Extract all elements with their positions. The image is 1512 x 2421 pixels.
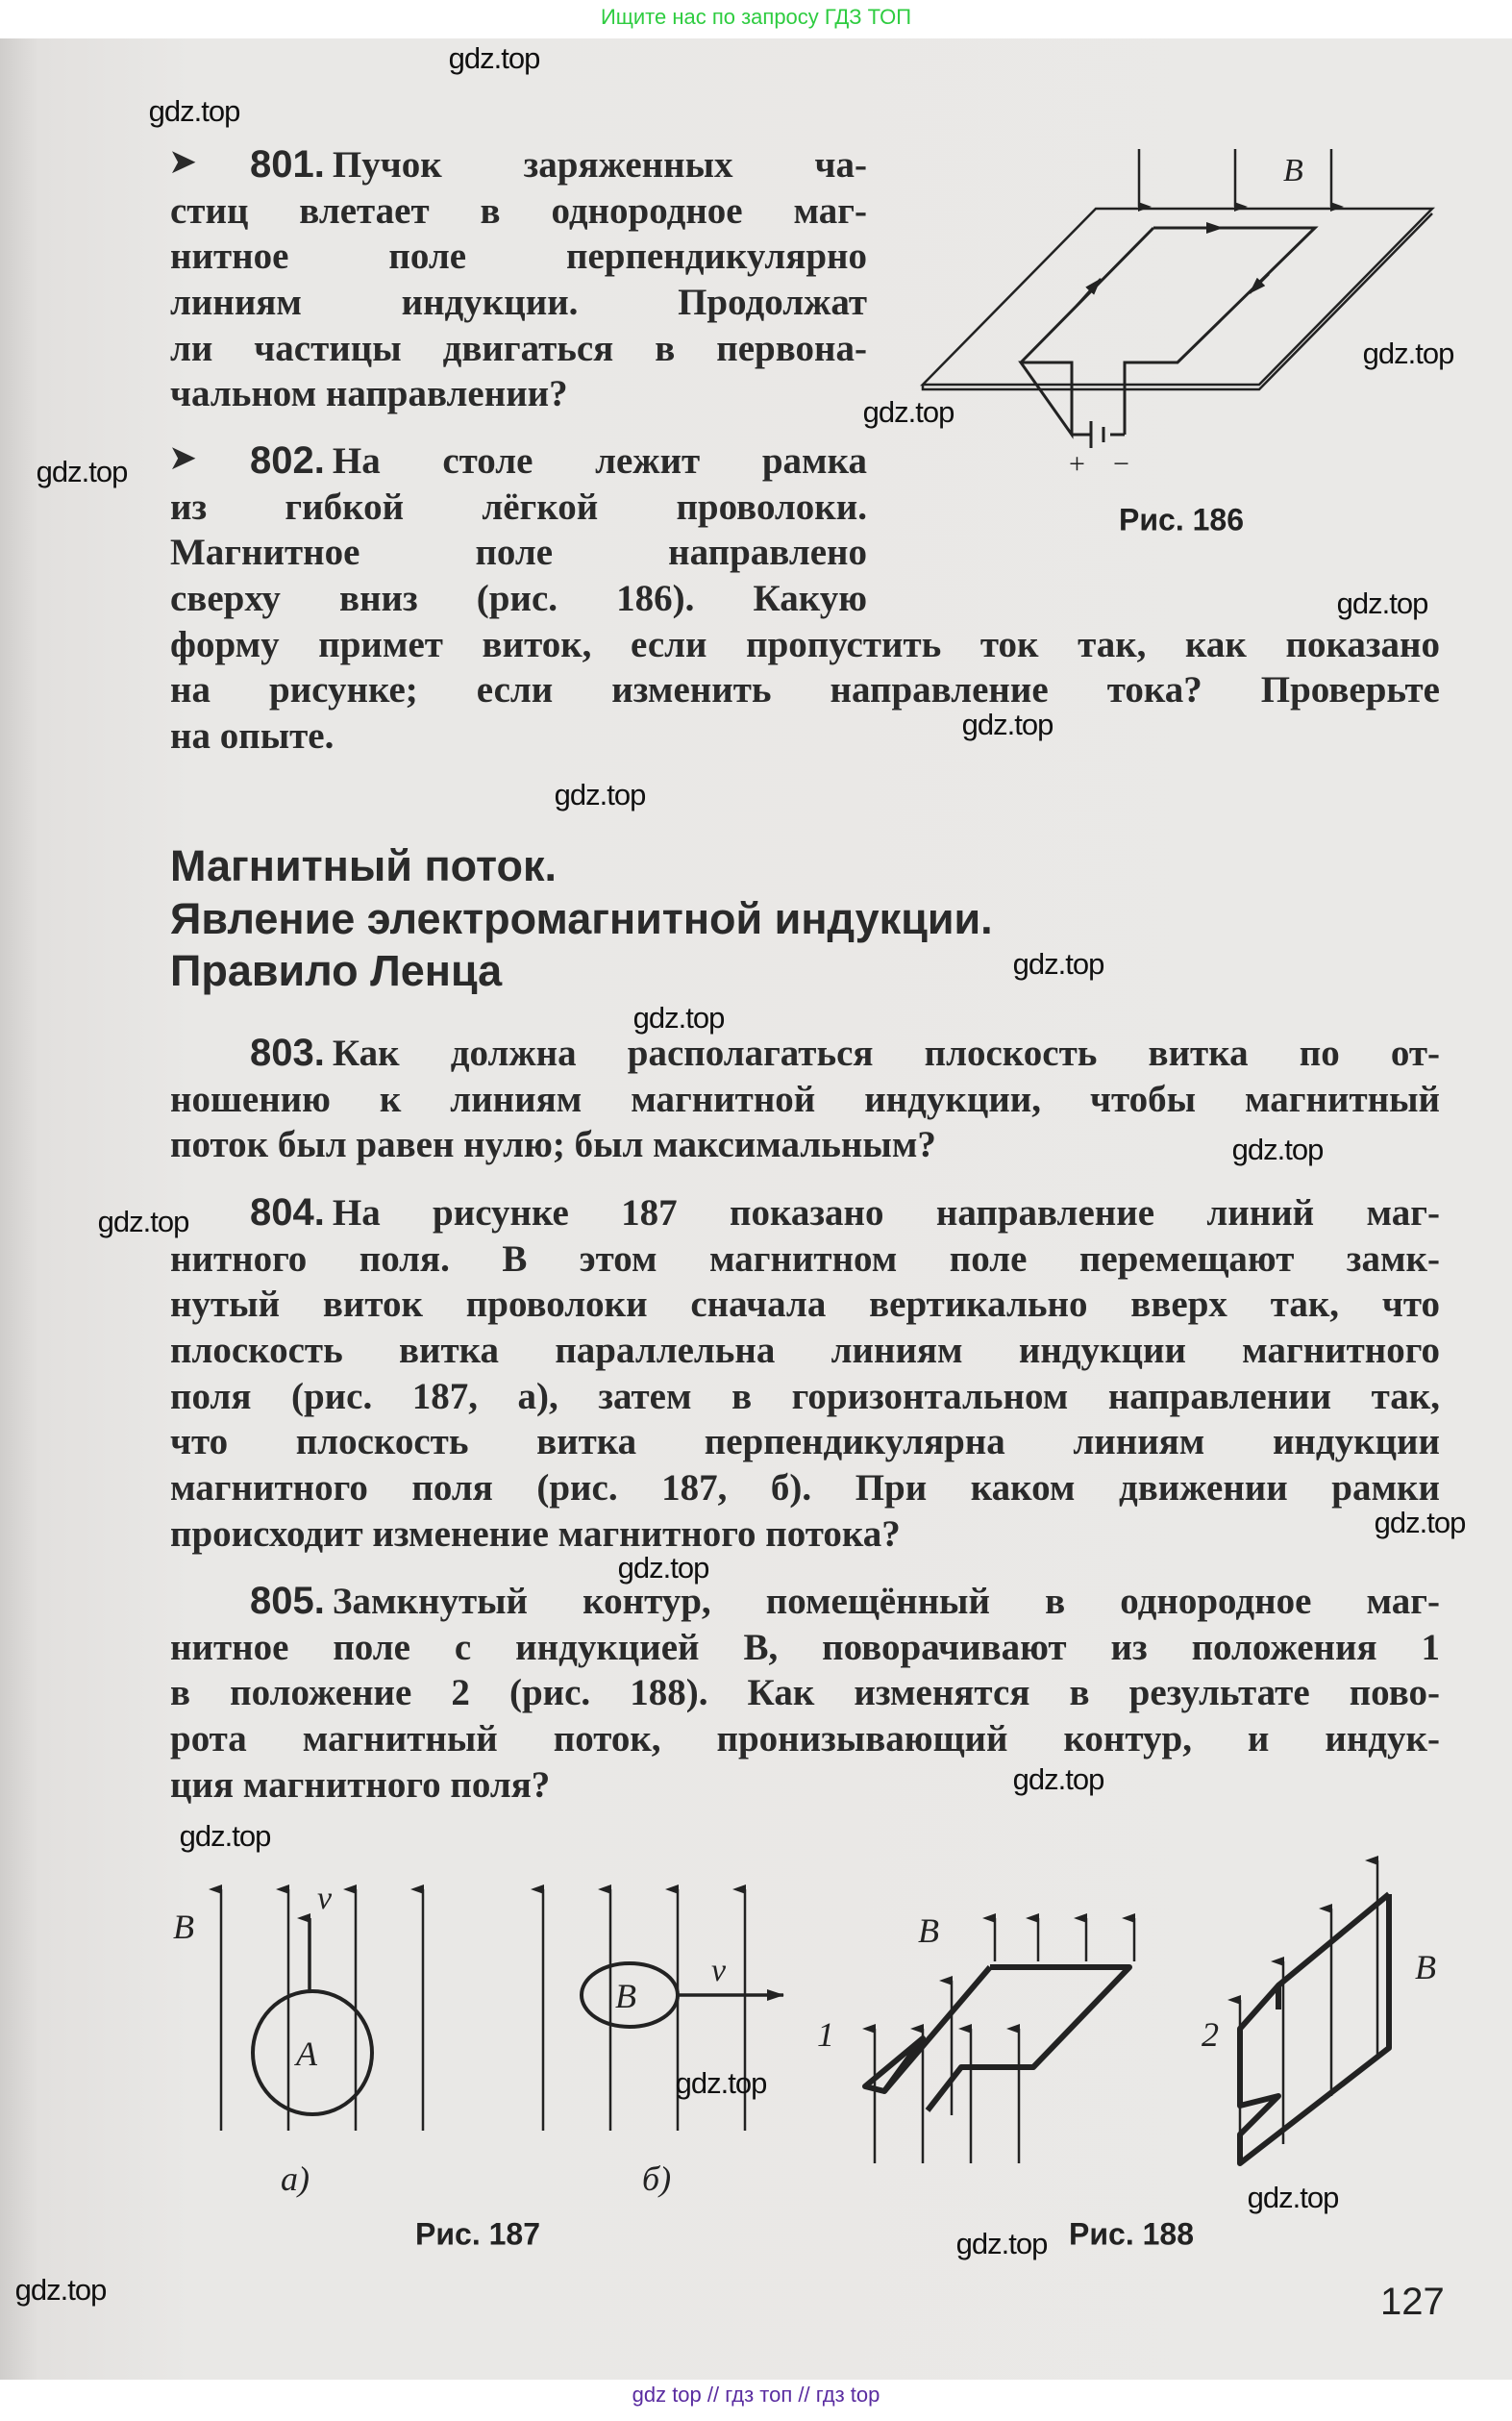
loop-a-label: A xyxy=(296,2034,317,2073)
page-number: 127 xyxy=(1380,2281,1445,2323)
b-vector-label: B xyxy=(1283,153,1303,188)
current-arrow xyxy=(1250,274,1269,293)
problem-number: 803. xyxy=(250,1032,325,1074)
task-marker-icon: ➤ xyxy=(168,142,198,182)
current-arrow xyxy=(1077,279,1101,306)
loop-position-2 xyxy=(1240,1894,1389,2163)
watermark: gdz.top xyxy=(632,1001,725,1035)
b-vector-label: B xyxy=(173,1908,194,1946)
minus-sign: − xyxy=(1113,448,1129,480)
watermark: gdz.top xyxy=(1231,1133,1324,1166)
watermark: gdz.top xyxy=(36,455,128,488)
line-text: На рисунке 187 показано направление линий маг- xyxy=(332,1192,1440,1234)
line-text: линиям индукции. Продолжат xyxy=(170,282,867,324)
line-text: в положение 2 (рис. 188). Как изменятся в результате пово- xyxy=(170,1672,1440,1714)
v-vector-label: v xyxy=(711,1953,727,1988)
subfigure-a-label: а) xyxy=(281,2159,310,2198)
problem-number: 805. xyxy=(250,1580,325,1622)
line-text: сверху вниз (рис. 186). Какую xyxy=(170,578,867,620)
watermark: gdz.top xyxy=(1012,1762,1104,1796)
line-text: на опыте. xyxy=(170,715,335,758)
watermark: gdz.top xyxy=(179,1819,271,1853)
line-text: поток был равен нулю; был максимальным? xyxy=(170,1124,936,1166)
heading-line: Правило Ленца xyxy=(170,946,503,995)
problem-number: 804. xyxy=(250,1191,325,1234)
line-text: Магнитное поле направлено xyxy=(170,532,867,574)
b-vector-label: B xyxy=(918,1911,939,1950)
figure-186 xyxy=(923,149,1432,448)
line-text: нитного поля. В этом магнитном поле перемещают замк- xyxy=(170,1237,1440,1280)
subfigure-b-label: б) xyxy=(642,2159,672,2198)
line-text: ношению к линиям магнитной индукции, чтобы магнитный xyxy=(170,1078,1440,1120)
line-text: чальном направлении? xyxy=(170,373,568,415)
line-text: форму примет виток, если пропустить ток так, как показано xyxy=(170,623,1440,665)
watermark: gdz.top xyxy=(675,2066,767,2100)
figure-188-caption: Рис. 188 xyxy=(1069,2216,1194,2252)
heading-line: Магнитный поток. xyxy=(170,841,557,890)
figure-187-caption: Рис. 187 xyxy=(415,2216,540,2252)
figure-188 xyxy=(865,1860,1389,2163)
watermark: gdz.top xyxy=(148,94,240,128)
watermark: gdz.top xyxy=(1336,587,1428,620)
watermark: gdz.top xyxy=(1374,1506,1466,1539)
line-text: нитное поле перпендикулярно xyxy=(170,236,867,278)
line-text: ли частицы двигаться в первона- xyxy=(170,327,867,369)
watermark: gdz.top xyxy=(617,1551,709,1585)
line-text: из гибкой лёгкой проволоки. xyxy=(170,486,867,528)
task-marker-icon: ➤ xyxy=(168,438,198,478)
loop-b-label: B xyxy=(615,1977,636,2015)
problem-number: 801. xyxy=(250,143,325,186)
watermark: gdz.top xyxy=(448,41,540,75)
line-text: происходит изменение магнитного потока? xyxy=(170,1512,901,1555)
watermark: gdz.top xyxy=(1362,337,1454,370)
search-banner[interactable]: Ищите нас по запросу ГДЗ ТОП xyxy=(600,5,912,29)
watermark: gdz.top xyxy=(1012,947,1104,981)
watermark: gdz.top xyxy=(1247,2181,1339,2214)
line-text: плоскость витка параллельна линиям индукции магнитного xyxy=(170,1330,1440,1372)
figure-186-caption: Рис. 186 xyxy=(1119,502,1244,537)
watermark: gdz.top xyxy=(97,1205,189,1238)
position-2-label: 2 xyxy=(1202,2015,1219,2054)
line-text: магнитного поля (рис. 187, б). При каком движении рамки xyxy=(170,1467,1440,1510)
line-text: рота магнитный поток, пронизывающий контур, и индук- xyxy=(170,1718,1440,1760)
v-vector-label: v xyxy=(317,1881,333,1916)
problem-number: 802. xyxy=(250,439,325,482)
line-text: Как должна располагаться плоскость витка по от- xyxy=(332,1033,1440,1074)
line-text: что плоскость витка перпендикулярна линиям индукции xyxy=(170,1421,1440,1463)
watermark: gdz.top xyxy=(554,778,646,811)
watermark: gdz.top xyxy=(961,708,1053,741)
watermark: gdz.top xyxy=(955,2227,1048,2260)
line-text: стиц влетает в однородное маг- xyxy=(170,189,867,232)
line-text: На столе лежит рамка xyxy=(332,440,867,482)
line-text: Пучок заряженных ча- xyxy=(332,144,867,186)
line-text: нутый виток проволоки сначала вертикально вверх так, что xyxy=(170,1284,1440,1326)
heading-line: Явление электромагнитной индукции. xyxy=(170,893,993,943)
loop-position-1 xyxy=(865,1967,1129,2110)
line-text: на рисунке; если изменить направление тока? Проверьте xyxy=(170,669,1440,711)
b-vector-label: B xyxy=(1415,1948,1436,1986)
line-text: ция магнитного поля? xyxy=(170,1763,551,1806)
watermark: gdz.top xyxy=(862,395,954,429)
footer-links[interactable]: gdz top // гдз топ // гдз top xyxy=(632,2383,880,2407)
watermark: gdz.top xyxy=(14,2273,107,2307)
position-1-label: 1 xyxy=(817,2015,834,2054)
plus-sign: + xyxy=(1069,448,1085,480)
wire-loop xyxy=(1021,228,1315,435)
line-text: поля (рис. 187, а), затем в горизонтальном направлении так, xyxy=(170,1375,1440,1417)
line-text: Замкнутый контур, помещённый в однородное маг- xyxy=(332,1581,1440,1622)
line-text: нитное поле с индукцией B, поворачивают из положения 1 xyxy=(170,1626,1440,1668)
